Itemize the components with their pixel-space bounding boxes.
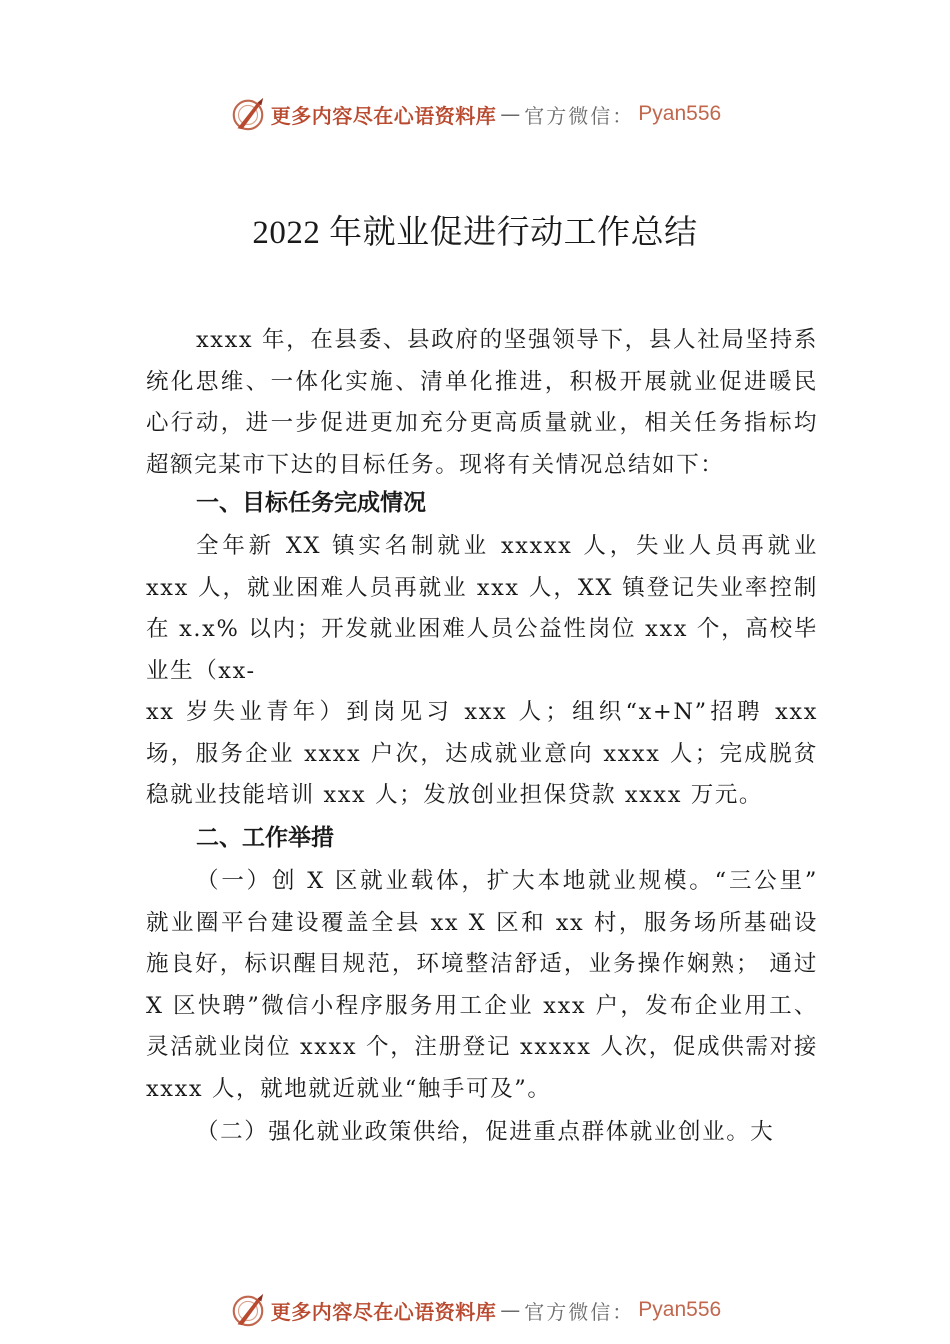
document-title: 2022 年就业促进行动工作总结 — [252, 215, 698, 251]
watermark-wechat-id: Pyan556 — [638, 1298, 722, 1321]
quill-pen-seal-icon — [229, 1291, 267, 1329]
watermark-brand: 更多内容尽在心语资料库 — [270, 1299, 497, 1324]
section-heading: 一、目标任务完成情况 — [196, 490, 426, 516]
watermark-wechat-id: Pyan556 — [638, 102, 722, 125]
header-watermark — [0, 94, 950, 134]
watermark-dash: — — [500, 1298, 521, 1322]
quill-pen-seal-icon — [229, 95, 267, 133]
intro-paragraph: xxxx 年，在县委、县政府的坚强领导下，县人社局坚持系统化思维、一体化实施、清单化推进，积极开展就业促进暖民心行动，进一步促进更加充分更高质量就业，相关任务指标均超额完某市下达的目标任务。现将有关情况总结如下： — [146, 327, 818, 478]
section2-item1-paragraph: （一）创 X 区就业载体，扩大本地就业规模。“三公里” 就业圈平台建设覆盖全县 xx X 区和 xx 村，服务场所基础设施良好，标识醒目规范，环境整洁舒适，业务操作娴熟； 通过 X 区快聘”微信小程序服务用工企业 xxx 户，发布企业用工、灵活就业岗位 xxxx 个，注册登记 xxxxx 人次，促成供需对接 xxxx 人，就地就近就业“触手可及”。 — [146, 868, 818, 1102]
watermark-label: 官方微信： — [524, 1299, 635, 1324]
section1-paragraph-continued: xx 岁失业青年）到岗见习 xxx 人；组织“x+N”招聘 xxx 场，服务企业 xxxx 户次，达成就业意向 xxxx 人；完成脱贫稳就业技能培训 xxx 人；发放创业担保贷款 xxxx 万元。 — [146, 699, 818, 808]
watermark-dash: — — [500, 102, 521, 126]
watermark-label: 官方微信： — [524, 103, 635, 128]
section2-item2-paragraph: （二）强化就业政策供给，促进重点群体就业创业。大 — [196, 1119, 775, 1145]
footer-watermark — [0, 1290, 950, 1330]
watermark-brand: 更多内容尽在心语资料库 — [270, 103, 497, 128]
section1-paragraph: 全年新 XX 镇实名制就业 xxxxx 人，失业人员再就业 xxx 人，就业困难人员再就业 xxx 人，XX 镇登记失业率控制在 x.x% 以内；开发就业困难人员公益性岗位 xxx 个，高校毕业生（xx- — [146, 533, 818, 684]
section-heading: 二、工作举措 — [196, 825, 334, 851]
